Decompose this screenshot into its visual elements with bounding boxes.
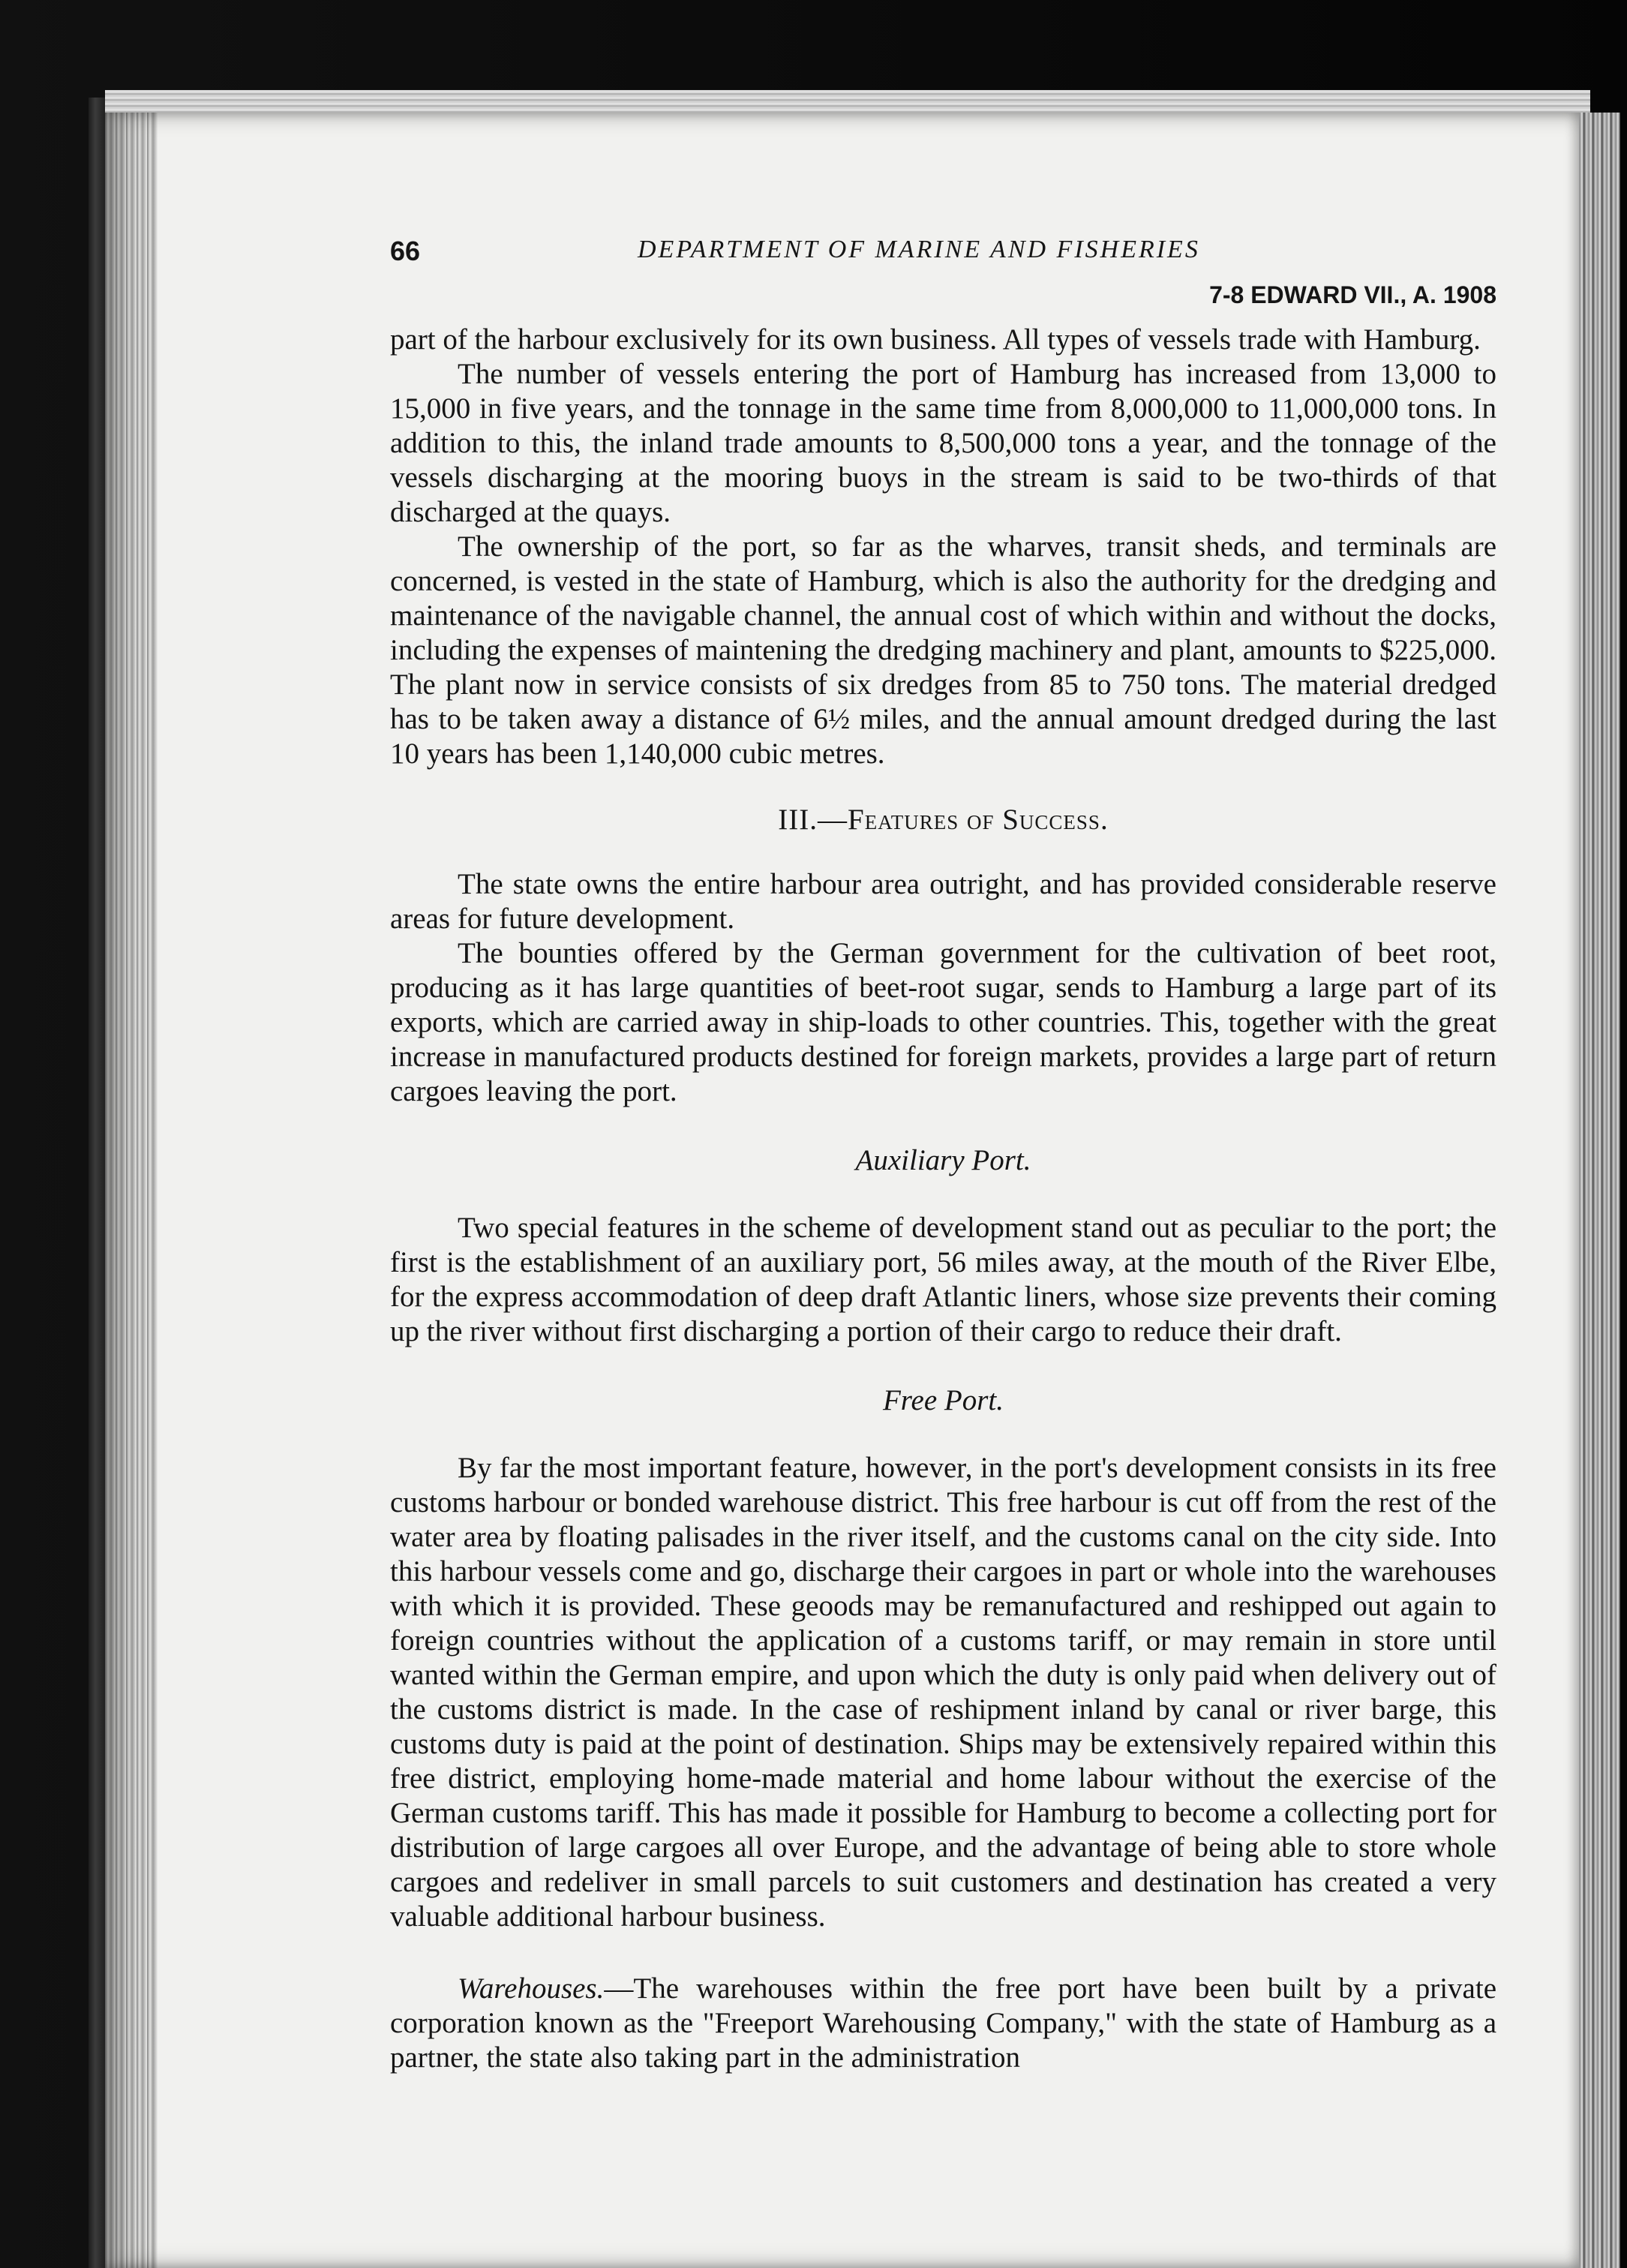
section-heading-features: III.—Features of Success.	[778, 804, 1109, 836]
edition-line: 7-8 EDWARD VII., A. 1908	[1209, 281, 1496, 308]
paragraph-bounties: The bounties offered by the German government for the cultivation of beet root, producing as it has large quantities of beet-root sugar, sends to Hamburg a large part of its exports, which are carried away in ship-loads to other countries. This, together with the great increase in manufactured products destined for foreign markets, provides a large part of return cargoes leaving the port.	[390, 937, 1496, 1107]
warehouses-run-in-heading: Warehouses.	[458, 1972, 605, 2005]
paragraph-port-ownership: The ownership of the port, so far as the wharves, transit sheds, and terminals are concerned, is vested in the state of Hamburg, which is also the authority for the dredging and maintenance of the navigable channel, the annual cost of which within and without the docks, including the expenses of maintening the dredging machinery and plant, amounts to $225,000. The plant now in service consists of six dredges from 85 to 750 tons. The material dredged has to be taken away a distance of 6½ miles, and the annual amount dredged during the last 10 years has been 1,140,000 cubic metres.	[390, 530, 1496, 770]
paragraph-auxiliary-port: Two special features in the scheme of development stand out as peculiar to the port; the first is the establishment of an auxiliary port, 56 miles away, at the mouth of the River Elbe, for the express accommodation of deep draft Atlantic liners, whose size prevents their coming up the river without first discharging a portion of their cargo to reduce their draft.	[390, 1212, 1496, 1347]
paragraph-free-port: By far the most important feature, however, in the port's development consists in its free customs harbour or bonded warehouse district. This free harbour is cut off from the rest of the water area by floating palisades in the river itself, and the customs canal on the city side. Into this harbour vessels come and go, discharge their cargoes in part or whole into the warehouses with which it is provided. These geoods may be remanufactured and reshipped out again to foreign countries without the application of a customs tariff, or may remain in store until wanted within the German empire, and upon which the duty is only paid when delivery out of the customs district is made. In the case of reshipment inland by canal or river barge, this customs duty is paid at the point of destination. Ships may be extensively repaired within this free district, employing home-made material and home labour without the exercise of the German customs tariff. This has made it possible for Hamburg to become a collecting port for distribution of large cargoes all over Europe, and the advantage of being able to store whole cargoes and redeliver in small parcels to suit customers and destination has created a very valuable additional harbour business.	[390, 1452, 1496, 1933]
paragraph-harbour-area: The state owns the entire harbour area outright, and has provided considerable reserve areas for future development.	[390, 868, 1496, 935]
page-content	[390, 225, 1496, 2075]
book-spine-edge	[89, 98, 105, 2268]
warehouses-text: —The warehouses within the free port have been built by a private corporation known as the "Freeport Warehousing Company," with the state of Hamburg as a partner, the state also taking part in the administration	[390, 1972, 1496, 2074]
subheading-auxiliary-port: Auxiliary Port.	[855, 1144, 1031, 1176]
subheading-free-port: Free Port.	[882, 1384, 1004, 1416]
page-gutter-shadow	[105, 113, 158, 2268]
page-stack-right-edge	[1575, 113, 1620, 2268]
paragraph-continued: part of the harbour exclusively for its own business. All types of vessels trade with Hamburg.	[390, 323, 1481, 356]
page-number: 66	[390, 236, 421, 266]
paragraph-vessel-numbers: The number of vessels entering the port of Hamburg has increased from 13,000 to 15,000 in five years, and the tonnage in the same time from 8,000,000 to 11,000,000 tons. In addition to this, the inland trade amounts to 8,500,000 tons a year, and the tonnage of the vessels discharging at the mooring buoys in the stream is said to be two-thirds of that discharged at the quays.	[390, 358, 1496, 528]
department-title: DEPARTMENT OF MARINE AND FISHERIES	[638, 236, 1200, 263]
running-head	[390, 225, 1496, 270]
paragraph-warehouses	[390, 1972, 1496, 2075]
